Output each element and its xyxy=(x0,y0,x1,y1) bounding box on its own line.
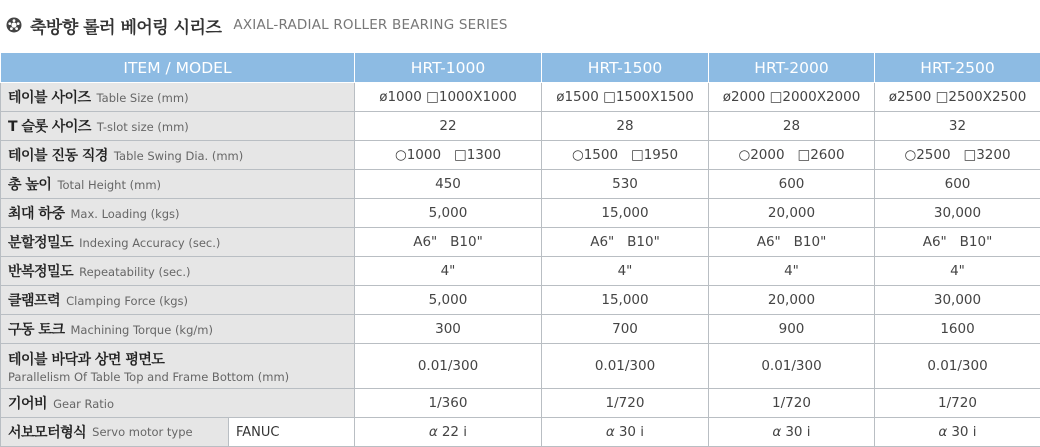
row-label-en: Total Height (mm) xyxy=(57,178,161,192)
spec-table xyxy=(0,52,1040,447)
table-cell: 600 xyxy=(875,170,1040,199)
table-cell: ○2000 □2600 xyxy=(709,141,875,170)
header-row xyxy=(1,53,1040,83)
row-label-ko: 구동 토크 xyxy=(8,322,64,338)
row-label xyxy=(1,170,355,199)
row-label-en: Servo motor type xyxy=(92,425,192,439)
row-label xyxy=(1,112,355,141)
table-row xyxy=(1,141,1040,170)
table-row xyxy=(1,199,1040,228)
table-cell: 15,000 xyxy=(542,199,709,228)
row-label-ko: 테이블 사이즈 xyxy=(8,90,91,106)
row-label-en: Table Size (mm) xyxy=(97,91,189,105)
alpha-symbol: α xyxy=(772,424,781,440)
row-label xyxy=(1,418,355,447)
table-row xyxy=(1,83,1040,112)
header-model: HRT-1000 xyxy=(355,53,542,83)
row-label xyxy=(1,344,355,389)
servo-model: 30 i xyxy=(951,424,976,440)
row-label-ko: 서보모터형식 xyxy=(8,422,86,442)
row-label-en: T-slot size (mm) xyxy=(97,120,189,134)
table-cell: 0.01/300 xyxy=(542,344,709,389)
table-cell: 1/720 xyxy=(709,389,875,418)
table-cell: 30,000 xyxy=(875,286,1040,315)
row-label-en: Table Swing Dia. (mm) xyxy=(114,149,243,163)
table-cell: ø1000 □1000X1000 xyxy=(355,83,542,112)
table-cell: 30,000 xyxy=(875,199,1040,228)
alpha-symbol: α xyxy=(606,424,615,440)
row-label-ko: 최대 하중 xyxy=(8,206,64,222)
table-cell: 1/720 xyxy=(875,389,1040,418)
table-cell: 15,000 xyxy=(542,286,709,315)
row-label-en: Max. Loading (kgs) xyxy=(70,207,179,221)
table-cell: 900 xyxy=(709,315,875,344)
row-label-ko: 반복정밀도 xyxy=(8,264,73,280)
table-cell: 450 xyxy=(355,170,542,199)
servo-brand: FANUC xyxy=(228,418,354,446)
row-label-ko: 테이블 바닥과 상면 평면도 xyxy=(8,352,164,368)
row-label-ko: 클램프력 xyxy=(8,293,60,309)
table-cell: 1600 xyxy=(875,315,1040,344)
table-cell: ○1000 □1300 xyxy=(355,141,542,170)
table-cell: 0.01/300 xyxy=(709,344,875,389)
row-label-ko: 기어비 xyxy=(8,396,47,412)
servo-model: 30 i xyxy=(785,424,810,440)
table-row xyxy=(1,257,1040,286)
table-cell: ø1500 □1500X1500 xyxy=(542,83,709,112)
table-cell: A6" B10" xyxy=(542,228,709,257)
table-row xyxy=(1,418,1040,447)
row-label-ko: 테이블 진동 직경 xyxy=(8,148,108,164)
row-label xyxy=(1,83,355,112)
table-cell: ø2000 □2000X2000 xyxy=(709,83,875,112)
table-row xyxy=(1,389,1040,418)
row-label xyxy=(1,228,355,257)
table-cell: 28 xyxy=(709,112,875,141)
row-label-en: Indexing Accuracy (sec.) xyxy=(79,236,220,250)
row-label-en: Machining Torque (kg/m) xyxy=(70,323,212,337)
table-cell: 0.01/300 xyxy=(355,344,542,389)
row-label-ko: 분할정밀도 xyxy=(8,235,73,251)
alpha-symbol: α xyxy=(429,424,438,440)
table-cell: 22 xyxy=(355,112,542,141)
table-cell: ○2500 □3200 xyxy=(875,141,1040,170)
table-cell: 4" xyxy=(355,257,542,286)
row-label-en: Gear Ratio xyxy=(53,397,114,411)
bearing-icon xyxy=(6,17,22,33)
table-cell: 1/360 xyxy=(355,389,542,418)
table-cell: 1/720 xyxy=(542,389,709,418)
header-item-model: ITEM / MODEL xyxy=(1,53,355,83)
table-cell: A6" B10" xyxy=(355,228,542,257)
section-title xyxy=(6,8,508,42)
table-cell: 4" xyxy=(875,257,1040,286)
table-cell: 0.01/300 xyxy=(875,344,1040,389)
table-cell xyxy=(355,418,542,447)
table-cell: ○1500 □1950 xyxy=(542,141,709,170)
table-row xyxy=(1,228,1040,257)
row-label-ko: 총 높이 xyxy=(8,177,51,193)
table-cell: 4" xyxy=(709,257,875,286)
row-label-en: Repeatability (sec.) xyxy=(79,265,190,279)
row-label xyxy=(1,389,355,418)
table-cell: 20,000 xyxy=(709,199,875,228)
table-cell: A6" B10" xyxy=(875,228,1040,257)
table-cell: 28 xyxy=(542,112,709,141)
table-cell xyxy=(709,418,875,447)
table-cell: A6" B10" xyxy=(709,228,875,257)
table-cell: 32 xyxy=(875,112,1040,141)
table-cell: 5,000 xyxy=(355,199,542,228)
table-cell xyxy=(875,418,1040,447)
alpha-symbol: α xyxy=(938,424,947,440)
table-cell: 4" xyxy=(542,257,709,286)
header-model: HRT-2500 xyxy=(875,53,1040,83)
table-cell: 700 xyxy=(542,315,709,344)
row-label xyxy=(1,257,355,286)
header-model: HRT-1500 xyxy=(542,53,709,83)
servo-model: 22 i xyxy=(442,424,467,440)
title-korean: 축방향 롤러 베어링 시리즈 xyxy=(30,13,221,38)
table-cell xyxy=(542,418,709,447)
row-label-ko: T 슬롯 사이즈 xyxy=(8,119,91,135)
row-label-en: Clamping Force (kgs) xyxy=(66,294,188,308)
table-row xyxy=(1,286,1040,315)
row-label xyxy=(1,286,355,315)
row-label xyxy=(1,315,355,344)
table-row xyxy=(1,344,1040,389)
table-cell: 530 xyxy=(542,170,709,199)
table-cell: 20,000 xyxy=(709,286,875,315)
table-row xyxy=(1,315,1040,344)
table-cell: 5,000 xyxy=(355,286,542,315)
row-label xyxy=(1,141,355,170)
table-row xyxy=(1,112,1040,141)
table-row xyxy=(1,170,1040,199)
row-label xyxy=(1,199,355,228)
table-cell: 300 xyxy=(355,315,542,344)
header-model: HRT-2000 xyxy=(709,53,875,83)
title-english: AXIAL-RADIAL ROLLER BEARING SERIES xyxy=(233,17,507,33)
servo-model: 30 i xyxy=(619,424,644,440)
table-cell: ø2500 □2500X2500 xyxy=(875,83,1040,112)
row-label-en: Parallelism Of Table Top and Frame Bottom (mm) xyxy=(8,370,354,384)
table-cell: 600 xyxy=(709,170,875,199)
